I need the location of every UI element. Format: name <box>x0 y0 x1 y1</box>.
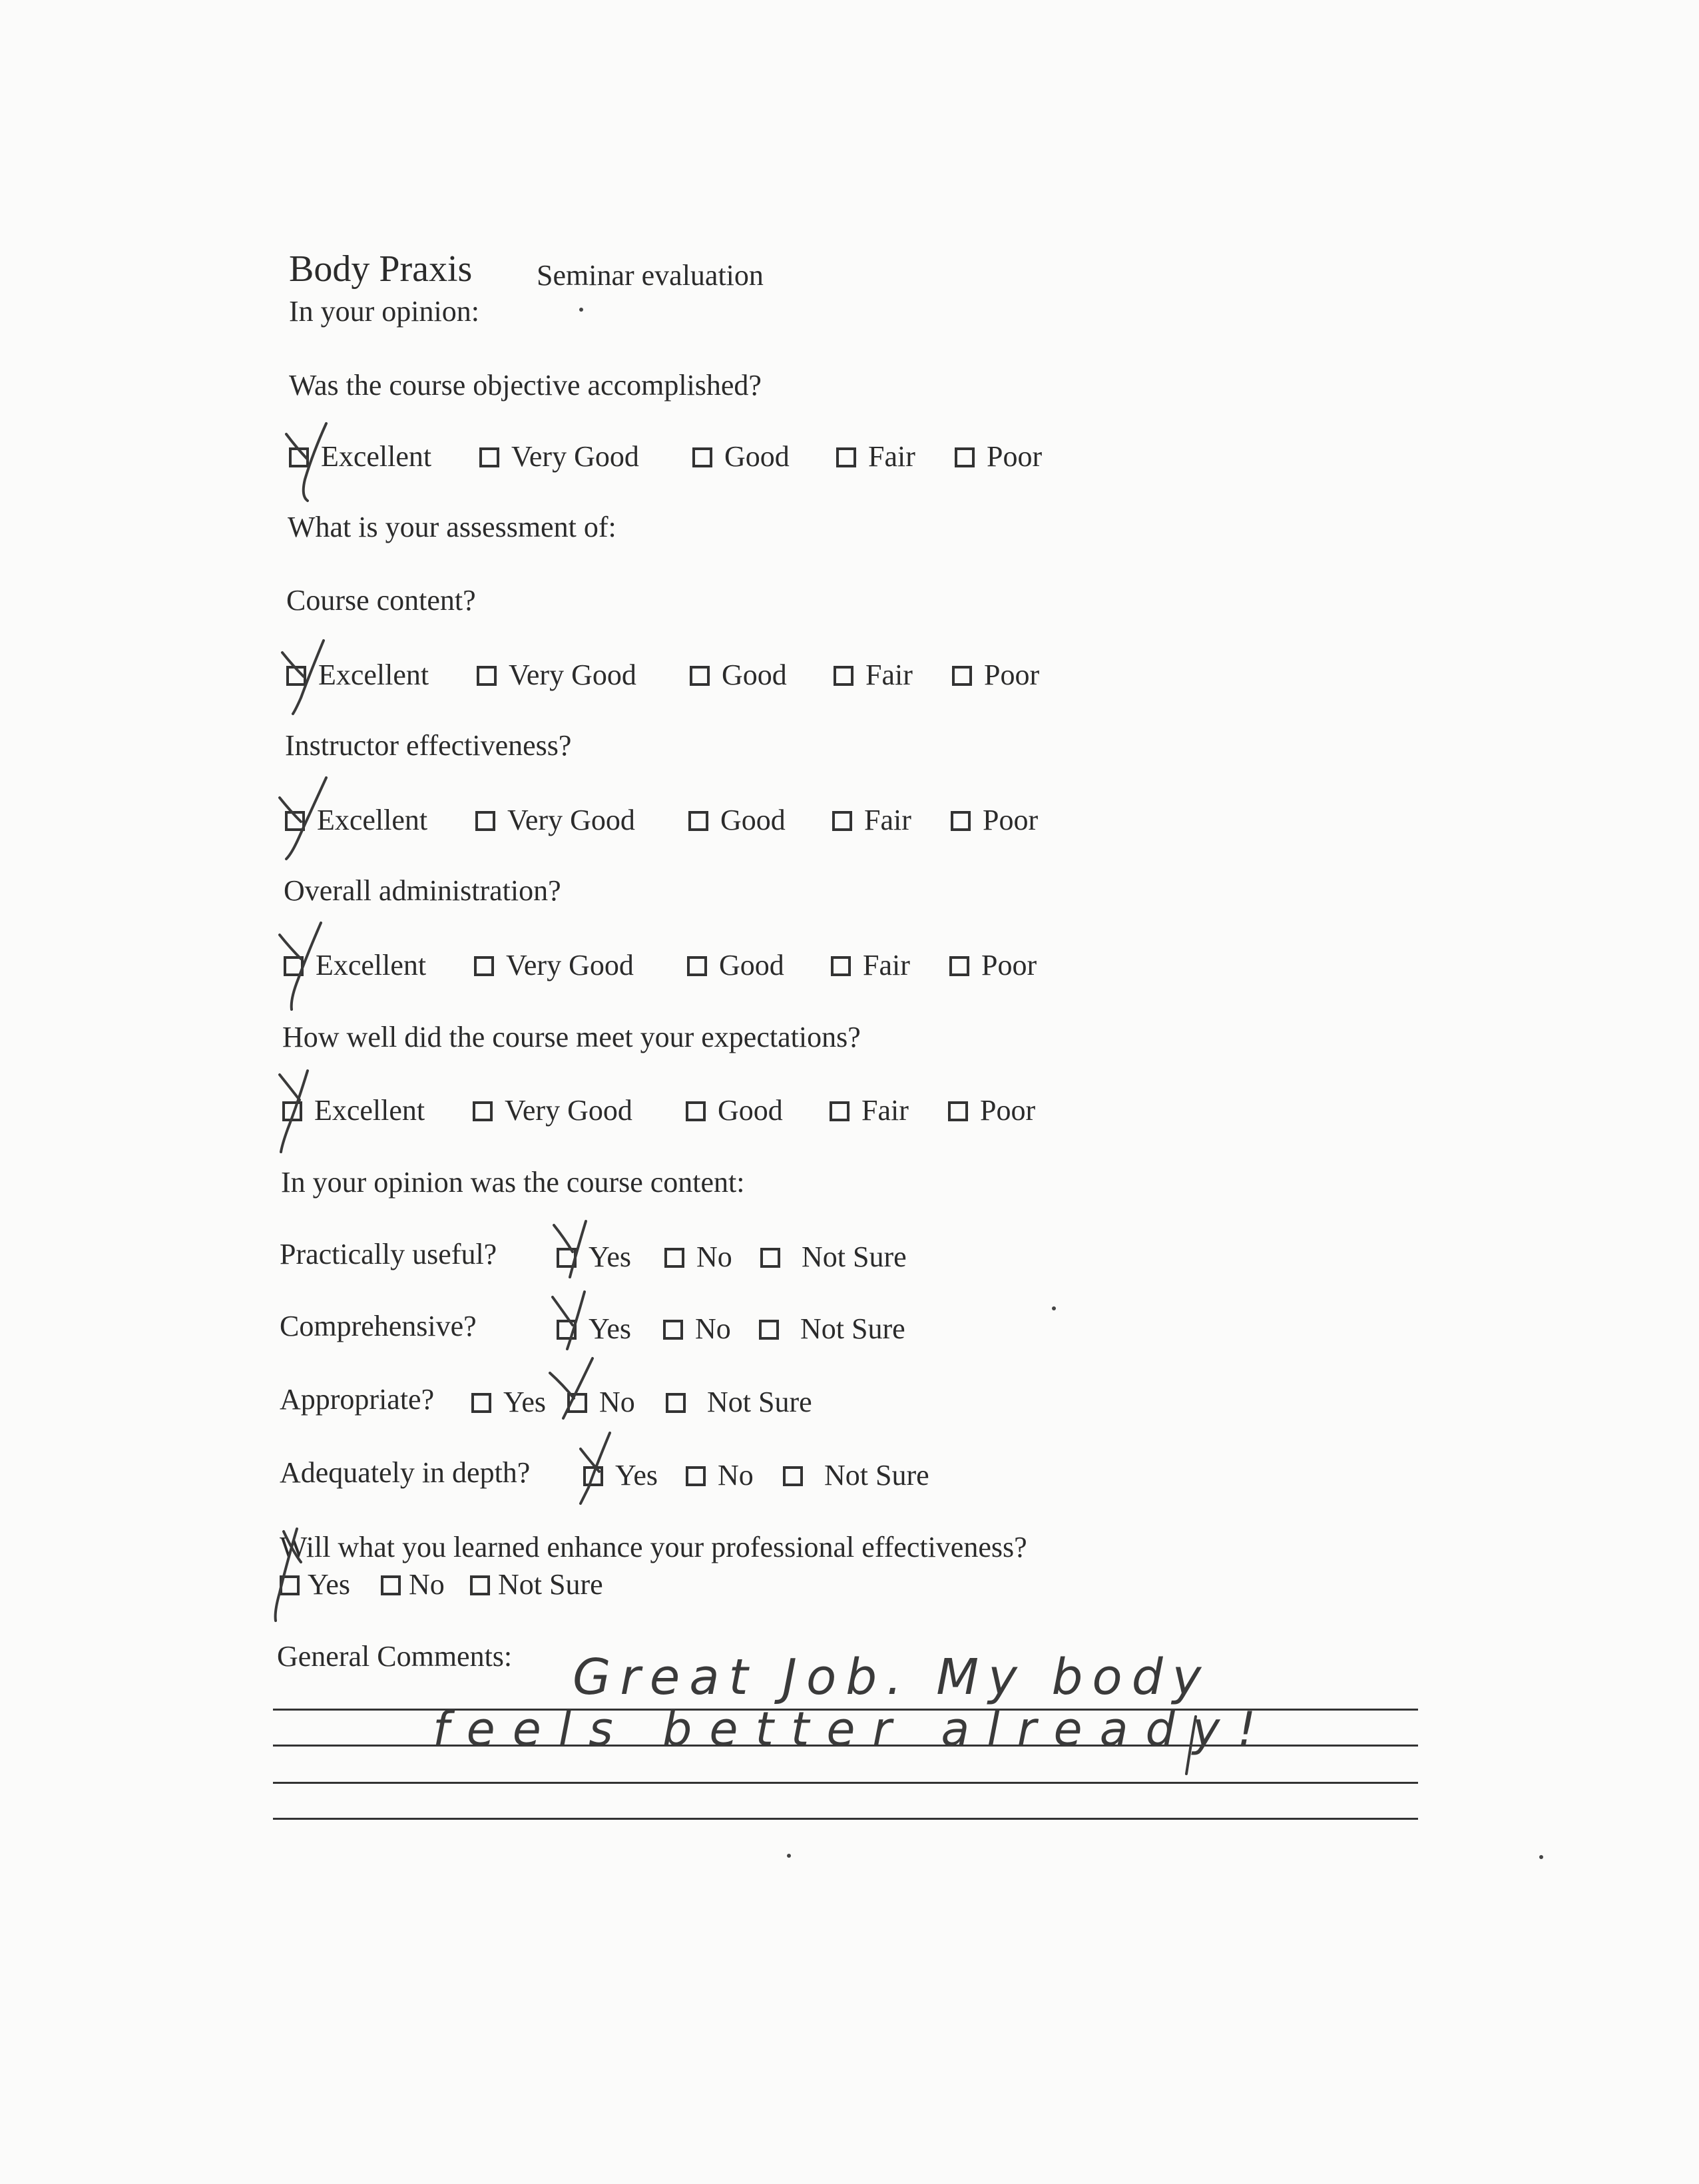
form-subtitle: Seminar evaluation <box>537 259 764 292</box>
option-no[interactable]: No <box>381 1567 445 1601</box>
question-adequately-in-depth: Adequately in depth? <box>280 1456 531 1489</box>
question-practically-useful: Practically useful? <box>280 1238 497 1270</box>
scan-speck <box>787 1854 791 1858</box>
checkbox-fair[interactable] <box>830 1101 850 1121</box>
option-yes[interactable]: Yes <box>280 1567 350 1601</box>
option-good[interactable]: Good <box>692 439 790 473</box>
question-comprehensive: Comprehensive? <box>280 1310 477 1342</box>
option-good[interactable]: Good <box>688 803 786 837</box>
checkbox-poor[interactable] <box>955 447 975 467</box>
option-not-sure[interactable]: Not Sure <box>470 1567 603 1601</box>
option-fair[interactable]: Fair <box>836 439 915 473</box>
option-poor[interactable]: Poor <box>948 1093 1035 1127</box>
checkbox-no[interactable] <box>664 1248 684 1268</box>
checkbox-yes[interactable] <box>583 1466 603 1486</box>
checkbox-fair[interactable] <box>836 447 856 467</box>
checkbox-yes[interactable] <box>557 1320 577 1340</box>
option-good[interactable]: Good <box>686 1093 783 1127</box>
option-fair[interactable]: Fair <box>831 948 910 982</box>
checkbox-good[interactable] <box>687 956 707 976</box>
option-yes[interactable]: Yes <box>557 1312 631 1346</box>
option-very-good[interactable]: Very Good <box>475 803 635 837</box>
checkbox-very-good[interactable] <box>479 447 499 467</box>
question-expectations: How well did the course meet your expectations? <box>282 1021 861 1053</box>
scan-speck <box>579 308 583 312</box>
general-comments-label: General Comments: <box>277 1640 513 1673</box>
option-excellent[interactable]: Excellent <box>289 439 431 473</box>
option-poor[interactable]: Poor <box>951 803 1038 837</box>
checkbox-yes[interactable] <box>471 1393 491 1413</box>
option-yes[interactable]: Yes <box>583 1458 658 1492</box>
option-excellent[interactable]: Excellent <box>286 658 429 692</box>
scan-speck <box>1539 1855 1543 1859</box>
checkbox-good[interactable] <box>686 1101 706 1121</box>
option-not-sure[interactable]: Not Sure <box>760 1240 907 1274</box>
checkbox-no[interactable] <box>663 1320 683 1340</box>
scan-speck <box>1052 1306 1056 1310</box>
checkbox-poor[interactable] <box>951 811 971 831</box>
checkbox-excellent[interactable] <box>286 666 306 686</box>
option-yes[interactable]: Yes <box>471 1385 546 1419</box>
option-not-sure[interactable]: Not Sure <box>783 1458 929 1492</box>
question-appropriate: Appropriate? <box>280 1383 435 1416</box>
option-excellent[interactable]: Excellent <box>282 1093 425 1127</box>
checkbox-poor[interactable] <box>948 1101 968 1121</box>
checkbox-very-good[interactable] <box>475 811 495 831</box>
checkbox-yes[interactable] <box>557 1248 577 1268</box>
option-no[interactable]: No <box>686 1458 754 1492</box>
question-objective: Was the course objective accomplished? <box>289 369 762 402</box>
checkbox-fair[interactable] <box>834 666 853 686</box>
checkbox-good[interactable] <box>690 666 710 686</box>
handwritten-comment-line-2: feels better already! <box>433 1702 1274 1757</box>
option-very-good[interactable]: Very Good <box>477 658 636 692</box>
checkbox-good[interactable] <box>692 447 712 467</box>
option-not-sure[interactable]: Not Sure <box>666 1385 812 1419</box>
handwritten-comment-line-1: Great Job. My body <box>573 1649 1211 1706</box>
option-not-sure[interactable]: Not Sure <box>759 1312 905 1346</box>
option-very-good[interactable]: Very Good <box>473 1093 632 1127</box>
checkbox-no[interactable] <box>381 1575 401 1595</box>
checkbox-excellent[interactable] <box>282 1101 302 1121</box>
question-administration: Overall administration? <box>284 874 561 907</box>
option-fair[interactable]: Fair <box>834 658 913 692</box>
content-heading: In your opinion was the course content: <box>281 1166 745 1199</box>
checkbox-very-good[interactable] <box>473 1101 493 1121</box>
option-fair[interactable]: Fair <box>830 1093 909 1127</box>
checkbox-not-sure[interactable] <box>666 1393 686 1413</box>
checkbox-not-sure[interactable] <box>470 1575 490 1595</box>
checkbox-good[interactable] <box>688 811 708 831</box>
checkbox-excellent[interactable] <box>284 956 304 976</box>
form-title: Body Praxis <box>289 248 473 290</box>
option-excellent[interactable]: Excellent <box>285 803 427 837</box>
option-poor[interactable]: Poor <box>949 948 1037 982</box>
option-poor[interactable]: Poor <box>955 439 1042 473</box>
option-no[interactable]: No <box>663 1312 731 1346</box>
question-instructor: Instructor effectiveness? <box>285 729 572 762</box>
option-poor[interactable]: Poor <box>952 658 1039 692</box>
checkbox-not-sure[interactable] <box>760 1248 780 1268</box>
option-very-good[interactable]: Very Good <box>474 948 634 982</box>
option-yes[interactable]: Yes <box>557 1240 631 1274</box>
question-professional-effectiveness: Will what you learned enhance your professional effectiveness? <box>280 1531 1027 1563</box>
checkbox-fair[interactable] <box>831 956 851 976</box>
checkbox-excellent[interactable] <box>289 447 309 467</box>
checkbox-poor[interactable] <box>949 956 969 976</box>
option-excellent[interactable]: Excellent <box>284 948 426 982</box>
checkbox-poor[interactable] <box>952 666 972 686</box>
comment-line-4[interactable] <box>273 1818 1418 1820</box>
option-no[interactable]: No <box>664 1240 732 1274</box>
checkbox-fair[interactable] <box>832 811 852 831</box>
checkbox-not-sure[interactable] <box>783 1466 803 1486</box>
option-no[interactable]: No <box>567 1385 635 1419</box>
checkbox-yes[interactable] <box>280 1575 300 1595</box>
question-content: Course content? <box>286 584 476 617</box>
checkbox-very-good[interactable] <box>474 956 494 976</box>
checkbox-excellent[interactable] <box>285 811 305 831</box>
assessment-heading: What is your assessment of: <box>288 511 616 543</box>
option-good[interactable]: Good <box>690 658 787 692</box>
option-fair[interactable]: Fair <box>832 803 911 837</box>
checkbox-not-sure[interactable] <box>759 1320 779 1340</box>
intro-text: In your opinion: <box>289 295 479 328</box>
option-very-good[interactable]: Very Good <box>479 439 639 473</box>
comment-line-3[interactable] <box>273 1782 1418 1784</box>
checkbox-no[interactable] <box>567 1393 587 1413</box>
option-good[interactable]: Good <box>687 948 784 982</box>
checkbox-no[interactable] <box>686 1466 706 1486</box>
checkbox-very-good[interactable] <box>477 666 497 686</box>
